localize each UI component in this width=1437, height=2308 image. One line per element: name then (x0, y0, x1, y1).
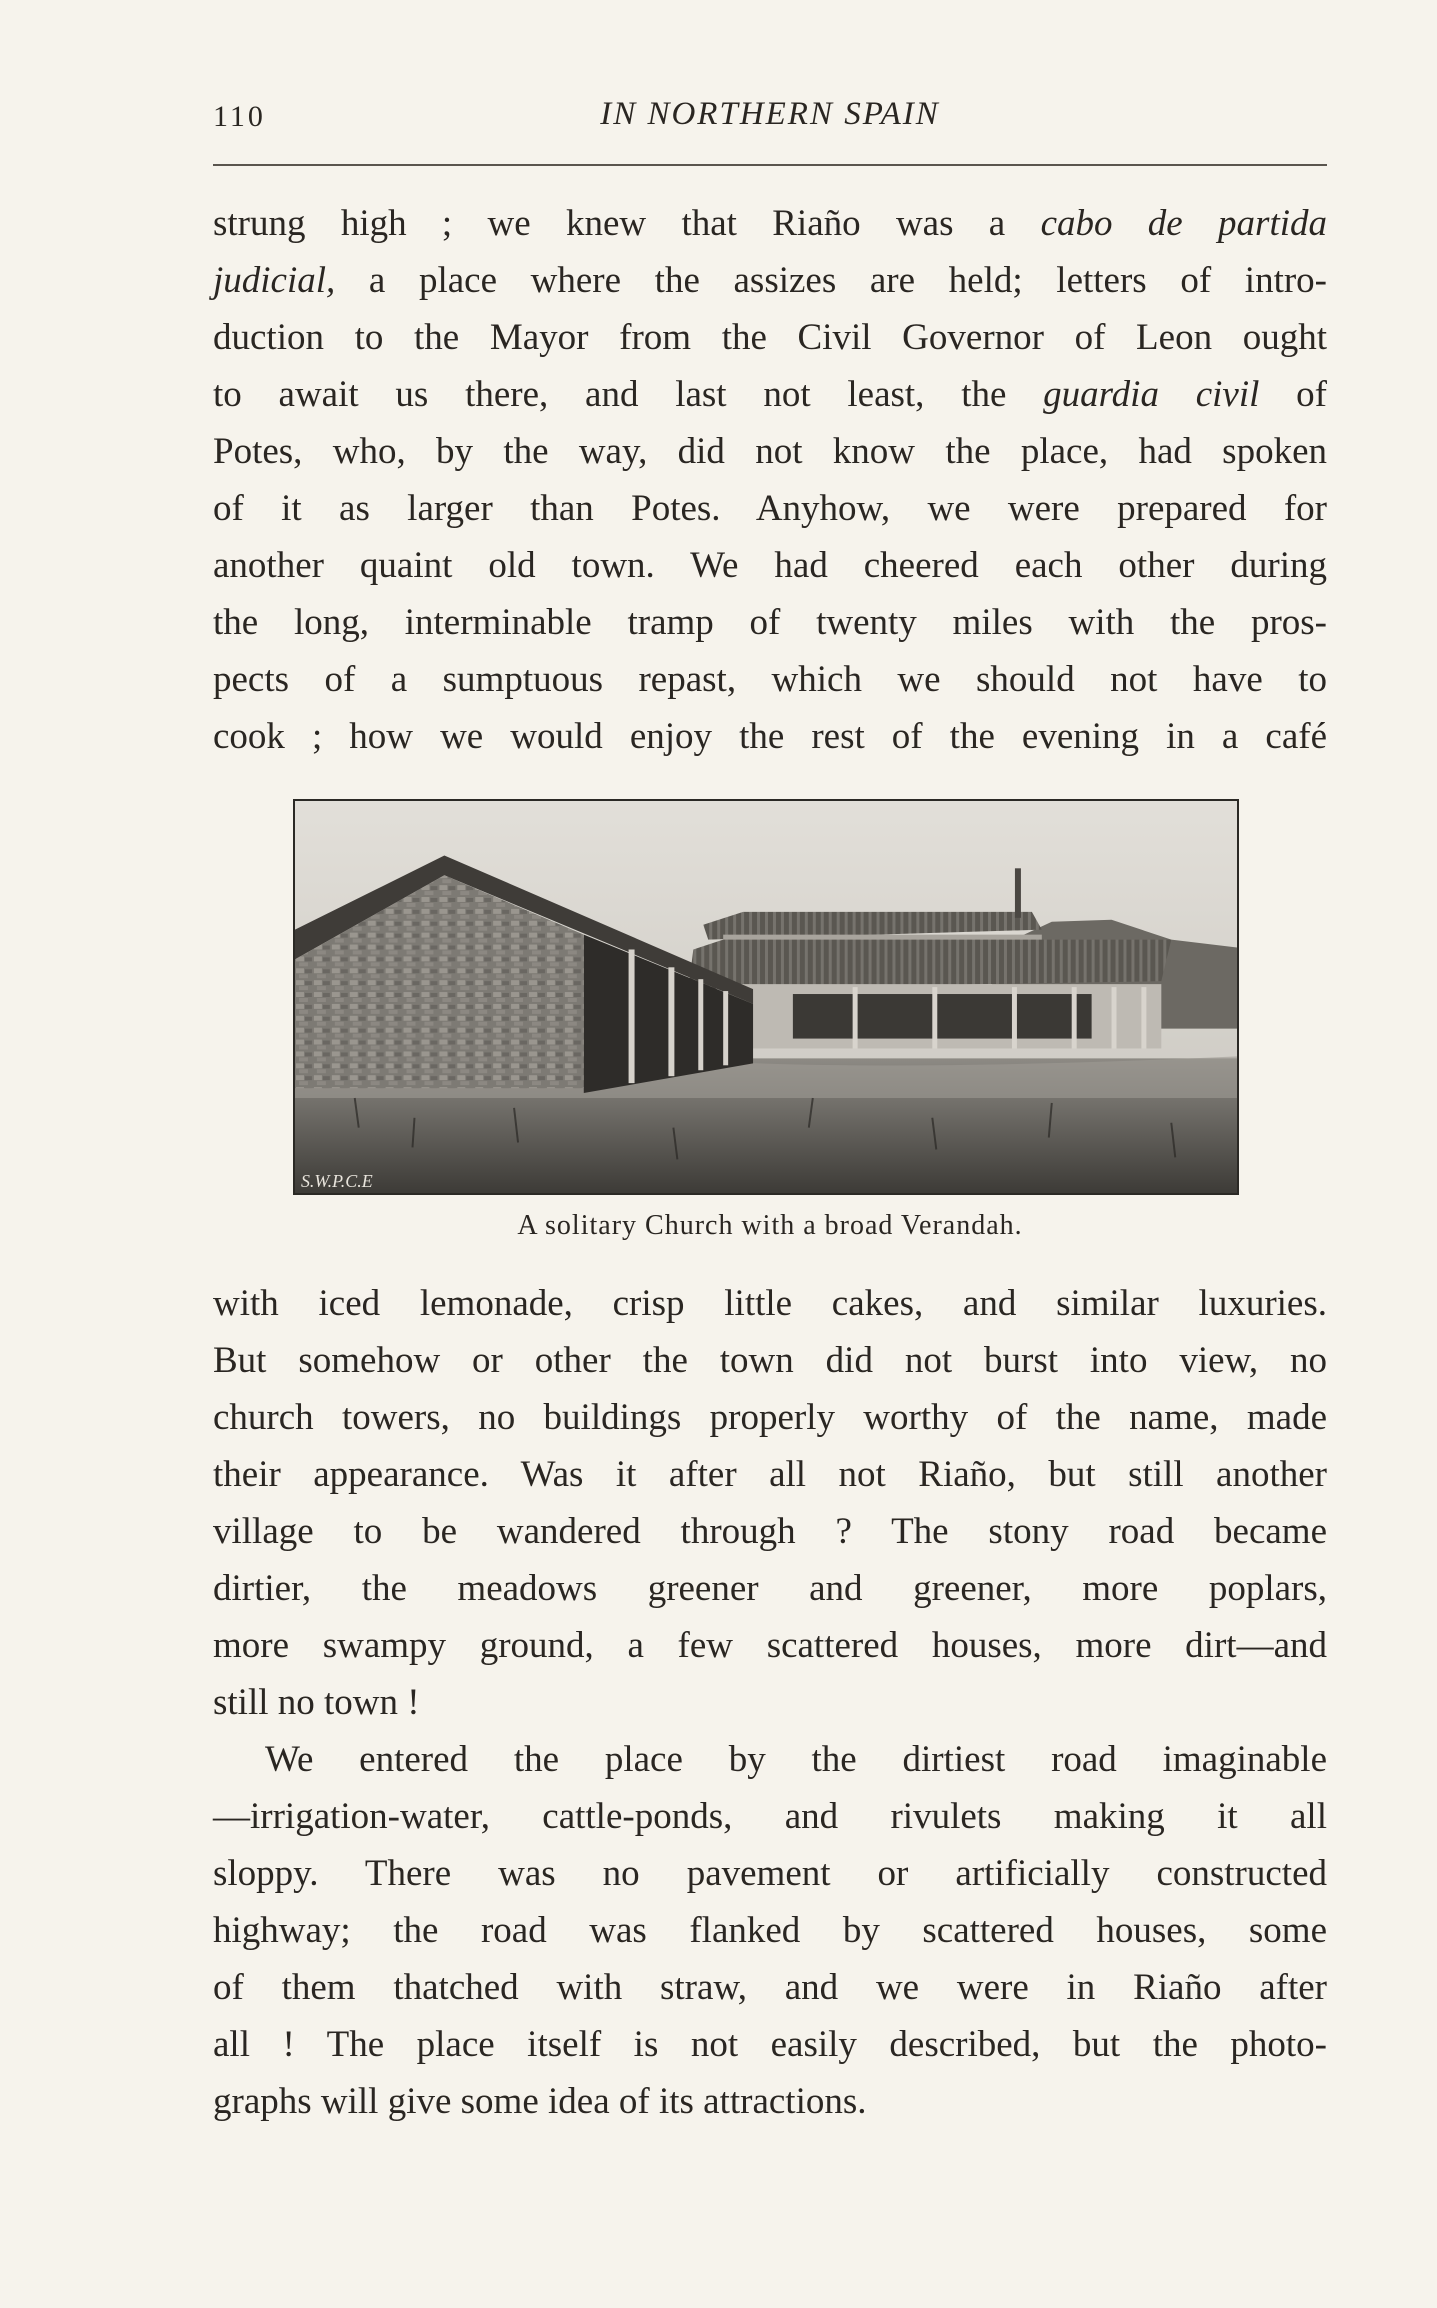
text-line: dirtier, the meadows greener and greener, more poplars, (213, 1568, 1327, 1609)
text-line: of it as larger than Potes. Anyhow, we were prepared for (213, 488, 1327, 529)
verandah-roof (688, 940, 1171, 989)
text-line: But somehow or other the town did not burst into view, no (213, 1340, 1327, 1381)
church-photograph (293, 799, 1239, 1195)
text-line: cook ; how we would enjoy the rest of the evening in a café (213, 716, 1327, 757)
belfry (1015, 868, 1021, 917)
header-rule (213, 164, 1327, 166)
text-line: sloppy. There was no pavement or artificially constructed (213, 1853, 1327, 1894)
text-line: the long, interminable tramp of twenty miles with the pros- (213, 602, 1327, 643)
text-line: to await us there, and last not least, the guardia civil of (213, 374, 1327, 415)
text-line: church towers, no buildings properly worthy of the name, made (213, 1397, 1327, 1438)
text-line: highway; the road was flanked by scattered houses, some (213, 1910, 1327, 1951)
text-line: We entered the place by the dirtiest road imaginable (265, 1739, 1327, 1780)
text-line: judicial, a place where the assizes are held; letters of intro- (213, 260, 1327, 301)
text-line: with iced lemonade, crisp little cakes, and similar luxuries. (213, 1283, 1327, 1324)
text-line: still no town ! (213, 1682, 420, 1723)
page-header (213, 92, 1327, 140)
paragraph-2 (213, 1275, 1327, 2130)
text-line: their appearance. Was it after all not Riaño, but still another (213, 1454, 1327, 1495)
text-line: pects of a sumptuous repast, which we should not have to (213, 659, 1327, 700)
text-line: Potes, who, by the way, did not know the place, had spoken (213, 431, 1327, 472)
text-line: —irrigation-water, cattle-ponds, and rivulets making it all (213, 1796, 1327, 1837)
page-number: 110 (213, 100, 266, 133)
text-line: all ! The place itself is not easily described, but the photo- (213, 2024, 1327, 2065)
text-line: graphs will give some idea of its attractions. (213, 2081, 867, 2122)
engraver-signature: S.W.P.C.E (300, 1171, 373, 1192)
text-line: more swampy ground, a few scattered houses, more dirt—and (213, 1625, 1327, 1666)
church-illustration (295, 801, 1237, 1193)
text-line: village to be wandered through ? The stony road became (213, 1511, 1327, 1552)
paragraph-1 (213, 195, 1327, 765)
text-line: duction to the Mayor from the Civil Governor of Leon ought (213, 317, 1327, 358)
text-line: strung high ; we knew that Riaño was a cabo de partida (213, 203, 1328, 244)
running-head: IN NORTHERN SPAIN (600, 96, 940, 132)
text-line: of them thatched with straw, and we were in Riaño after (213, 1967, 1327, 2008)
text-line: another quaint old town. We had cheered each other during (213, 545, 1327, 586)
figure-caption: A solitary Church with a broad Verandah. (517, 1210, 1023, 1241)
